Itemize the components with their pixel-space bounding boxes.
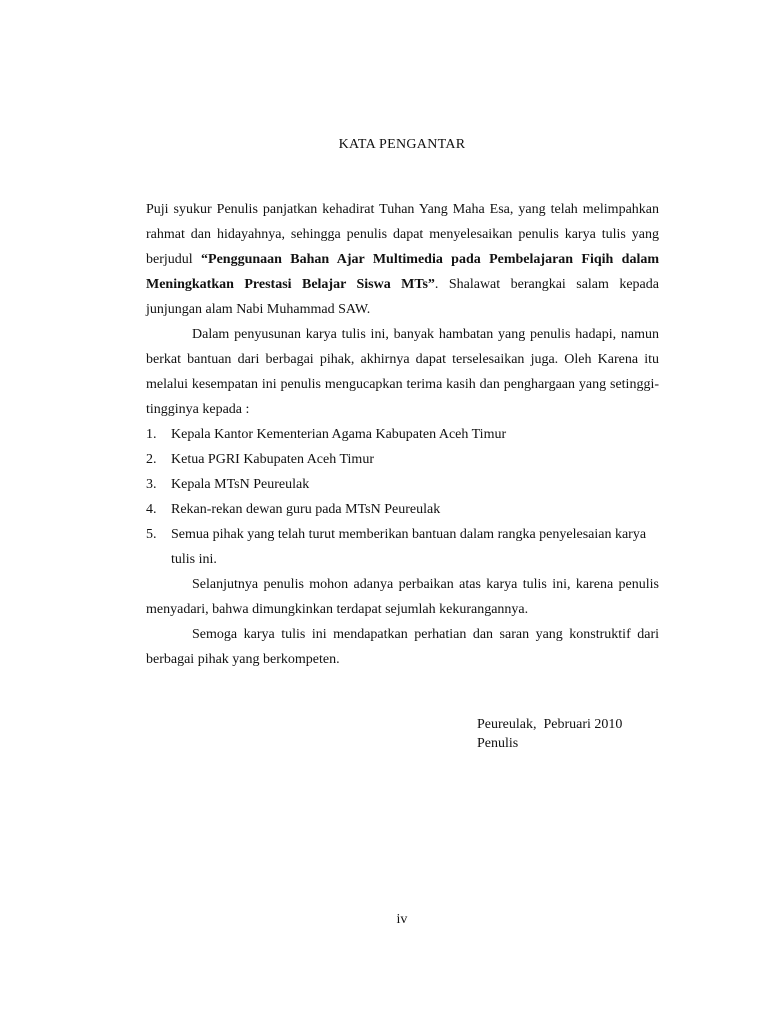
intro-paragraph <box>146 197 659 322</box>
list-item <box>146 497 659 522</box>
list-number: 2. <box>146 452 157 467</box>
list-text: Ketua PGRI Kabupaten Aceh Timur <box>171 452 374 467</box>
page-number: iv <box>396 912 408 927</box>
page-title: KATA PENGANTAR <box>338 137 466 152</box>
list-item <box>146 447 659 472</box>
paragraph-2: Dalam penyusunan karya tulis ini, banyak hambatan yang penulis hadapi, namun berkat bantuan dari berbagai pihak, akhirnya dapat terselesaikan juga. Oleh Karena itu melalui kesempatan ini penulis mengucapkan terima kasih dan penghargaan yang setinggi-tingginya kepada : <box>146 327 659 417</box>
paragraph-3: Selanjutnya penulis mohon adanya perbaikan atas karya tulis ini, karena penulis menyadari, bahwa dimungkinkan terdapat sejumlah kekurangannya. <box>146 577 659 617</box>
list-number: 5. <box>146 527 157 542</box>
document-body <box>146 197 659 672</box>
list-item <box>146 522 659 572</box>
list-number: 3. <box>146 477 157 492</box>
list-text: Kepala Kantor Kementerian Agama Kabupaten Aceh Timur <box>171 427 507 442</box>
paragraph-4: Semoga karya tulis ini mendapatkan perhatian dan saran yang konstruktif dari berbagai pihak yang berkompeten. <box>146 627 659 667</box>
list-text: Rekan-rekan dewan guru pada MTsN Peureulak <box>171 502 441 517</box>
list-number: 4. <box>146 502 157 517</box>
list-item <box>146 472 659 497</box>
list-number: 1. <box>146 427 157 442</box>
thanks-list <box>146 422 659 572</box>
work-title: “Penggunaan Bahan Ajar Multimedia pada Pembelajaran Fiqih dalam Meningkatkan Prestasi Belajar Siswa MTs” <box>146 252 660 292</box>
place-date: Peureulak, Pebruari 2010 <box>477 717 623 732</box>
list-item <box>146 422 659 447</box>
list-text: Kepala MTsN Peureulak <box>171 477 310 492</box>
intro-text-start: Puji syukur Penulis panjatkan kehadirat Tuhan Yang Maha Esa, yang telah melimpahkan rahmat dan hidayahnya, sehingga penulis dapat menyelesaikan penulis karya tulis yang berjudul <box>146 202 659 267</box>
author-label: Penulis <box>477 736 519 751</box>
list-text: Semua pihak yang telah turut memberikan bantuan dalam rangka penyelesaian karya tulis ini. <box>171 527 647 567</box>
signature-block <box>477 715 622 753</box>
intro-text-end: . Shalawat berangkai salam kepada junjungan alam Nabi Muhammad SAW. <box>146 277 659 317</box>
